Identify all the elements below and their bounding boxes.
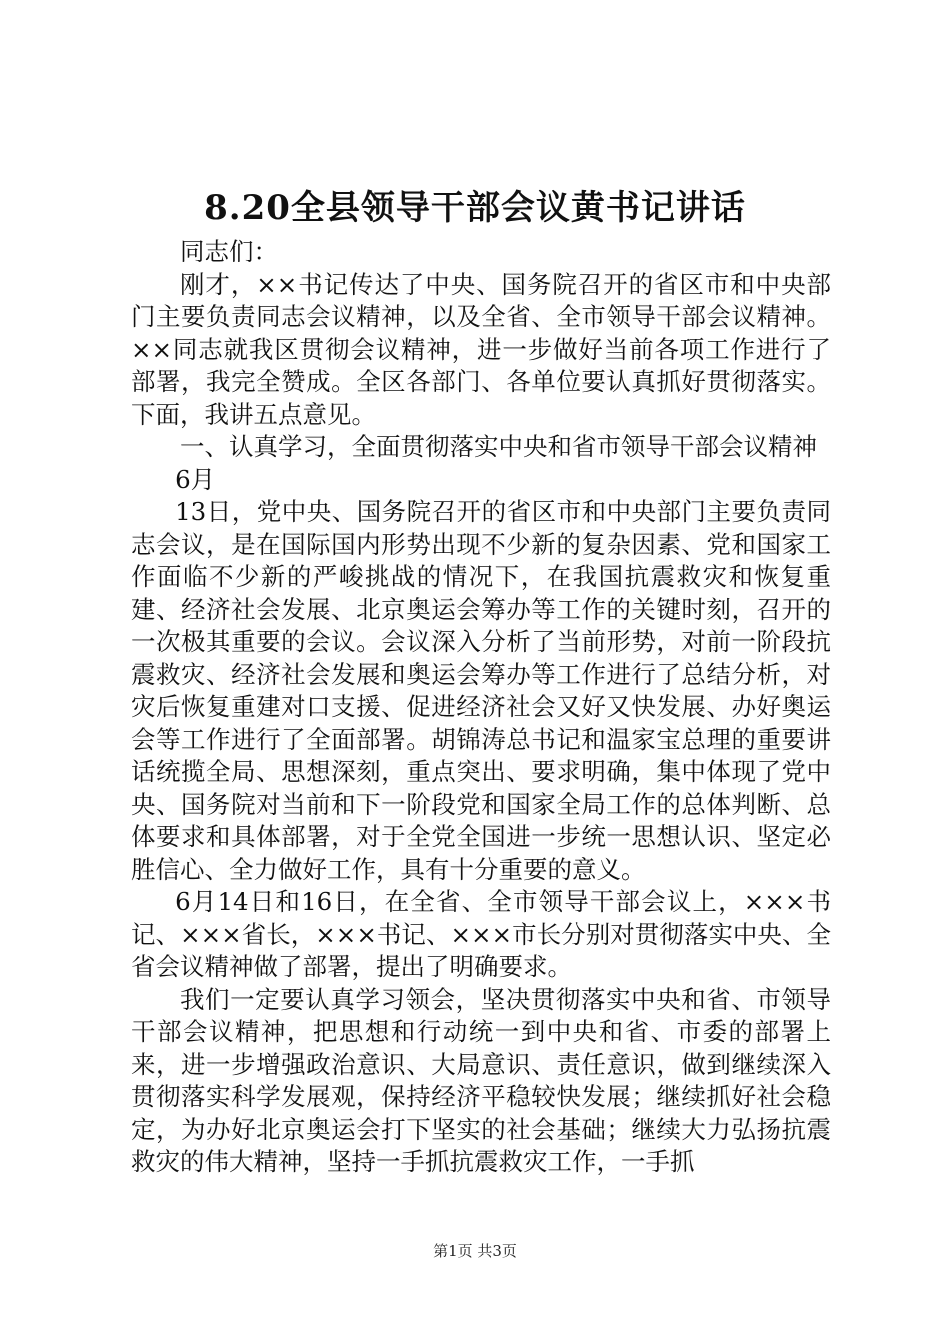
document-body	[131, 236, 831, 1179]
body-paragraph: 6月	[175, 464, 216, 494]
body-paragraph: 6月14日和16日，在全省、全市领导干部会议上，×××书记、×××省长，×××书记、×××市长分别对贯彻落实中央、全省会议精神做了部署，提出了明确要求。	[131, 887, 831, 981]
page-footer: 第1页 共3页	[433, 1242, 517, 1260]
section-heading: 一、认真学习，全面贯彻落实中央和省市领导干部会议精神	[180, 432, 817, 461]
body-paragraph: 13日，党中央、国务院召开的省区市和中央部门主要负责同志会议，是在国际国内形势出现不少新的复杂因素、党和国家工作面临不少新的严峻挑战的情况下，在我国抗震救灾和恢复重建、经济社会发展、北京奥运会筹办等工作的关键时刻，召开的一次极其重要的会议。会议深入分析了当前形势，对前一阶段抗震救灾、经济社会发展和奥运会筹办等工作进行了总结分析，对灾后恢复重建对口支援、促进经济社会又好又快发展、办好奥运会等工作进行了全面部署。胡锦涛总书记和温家宝总理的重要讲话统揽全局、思想深刻，重点突出、要求明确，集中体现了党中央、国务院对当前和下一阶段党和国家全局工作的总体判断、总体要求和具体部署，对于全党全国进一步统一思想认识、坚定必胜信心、全力做好工作，具有十分重要的意义。	[131, 497, 831, 884]
body-paragraph: 我们一定要认真学习领会，坚决贯彻落实中央和省、市领导干部会议精神，把思想和行动统一到中央和省、市委的部署上来，进一步增强政治意识、大局意识、责任意识，做到继续深入贯彻落实科学发展观，保持经济平稳较快发展；继续抓好社会稳定，为办好北京奥运会打下坚实的社会基础；继续大力弘扬抗震救灾的伟大精神，坚持一手抓抗震救灾工作，一手抓	[131, 984, 831, 1176]
body-paragraph: 刚才，××书记传达了中央、国务院召开的省区市和中央部门主要负责同志会议精神，以及全省、全市领导干部会议精神。××同志就我区贯彻会议精神，进一步做好当前各项工作进行了部署，我完全赞成。全区各部门、各单位要认真抓好贯彻落实。下面，我讲五点意见。	[131, 269, 831, 429]
document-title: 8.20全县领导干部会议黄书记讲话	[204, 188, 746, 228]
salutation: 同志们：	[180, 237, 278, 266]
